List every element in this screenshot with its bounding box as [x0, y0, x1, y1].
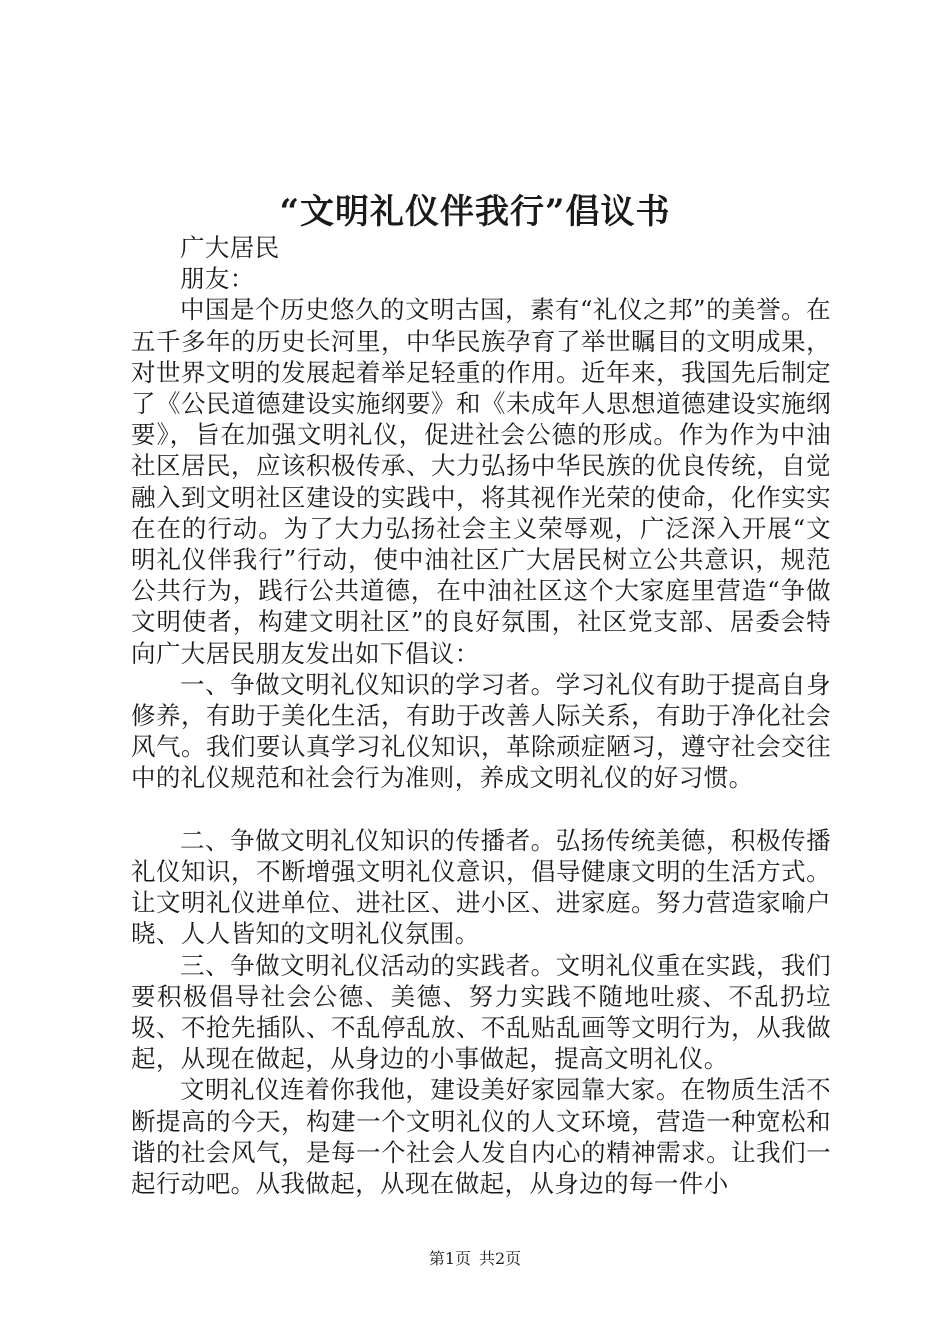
paragraph-closing: 文明礼仪连着你我他，建设美好家园靠大家。在物质生活不断提高的今天，构建一个文明礼仪的人文环境，营造一种宽松和谐的社会风气，是每一个社会人发自内心的精神需求。让我们一起行动吧。从我做起，从现在做起，从身边的每一件小 [131, 1075, 831, 1199]
page-footer [0, 1246, 950, 1269]
page-total: 共2页 [479, 1249, 522, 1268]
page-number: 第1页 [428, 1249, 471, 1268]
paragraph-proposal-3: 三、争做文明礼仪活动的实践者。文明礼仪重在实践，我们要积极倡导社会公德、美德、努力实践不随地吐痰、不乱扔垃圾、不抢先插队、不乱停乱放、不乱贴乱画等文明行为，从我做起，从现在做起，从身边的小事做起，提高文明礼仪。 [131, 950, 831, 1074]
salutation-line-1: 广大居民 [180, 233, 280, 262]
salutation-line-2: 朋友： [180, 264, 255, 294]
document-title: “文明礼仪伴我行”倡议书 [279, 192, 671, 232]
paragraph-proposal-2: 二、争做文明礼仪知识的传播者。弘扬传统美德，积极传播礼仪知识，不断增强文明礼仪意识，倡导健康文明的生活方式。让文明礼仪进单位、进社区、进小区、进家庭。努力营造家喻户晓、人人皆知的文明礼仪氛围。 [131, 825, 831, 949]
paragraph-proposal-1: 一、争做文明礼仪知识的学习者。学习礼仪有助于提高自身修养，有助于美化生活，有助于改善人际关系，有助于净化社会风气。我们要认真学习礼仪知识，革除顽症陋习，遵守社会交往中的礼仪规范和社会行为准则，养成文明礼仪的好习惯。 [131, 669, 831, 793]
document-body [131, 232, 831, 1199]
paragraph-intro: 中国是个历史悠久的文明古国，素有“礼仪之邦”的美誉。在五千多年的历史长河里，中华民族孕育了举世瞩目的文明成果，对世界文明的发展起着举足轻重的作用。近年来，我国先后制定了《公民道德建设实施纲要》和《未成年人思想道德建设实施纲要》，旨在加强文明礼仪，促进社会公德的形成。作为作为中油社区居民，应该积极传承、大力弘扬中华民族的优良传统，自觉融入到文明社区建设的实践中，将其视作光荣的使命，化作实实在在的行动。为了大力弘扬社会主义荣辱观，广泛深入开展“文明礼仪伴我行”行动，使中油社区广大居民树立公共意识，规范公共行为，践行公共道德，在中油社区这个大家庭里营造“争做文明使者，构建文明社区”的良好氛围，社区党支部、居委会特向广大居民朋友发出如下倡议： [131, 295, 831, 668]
